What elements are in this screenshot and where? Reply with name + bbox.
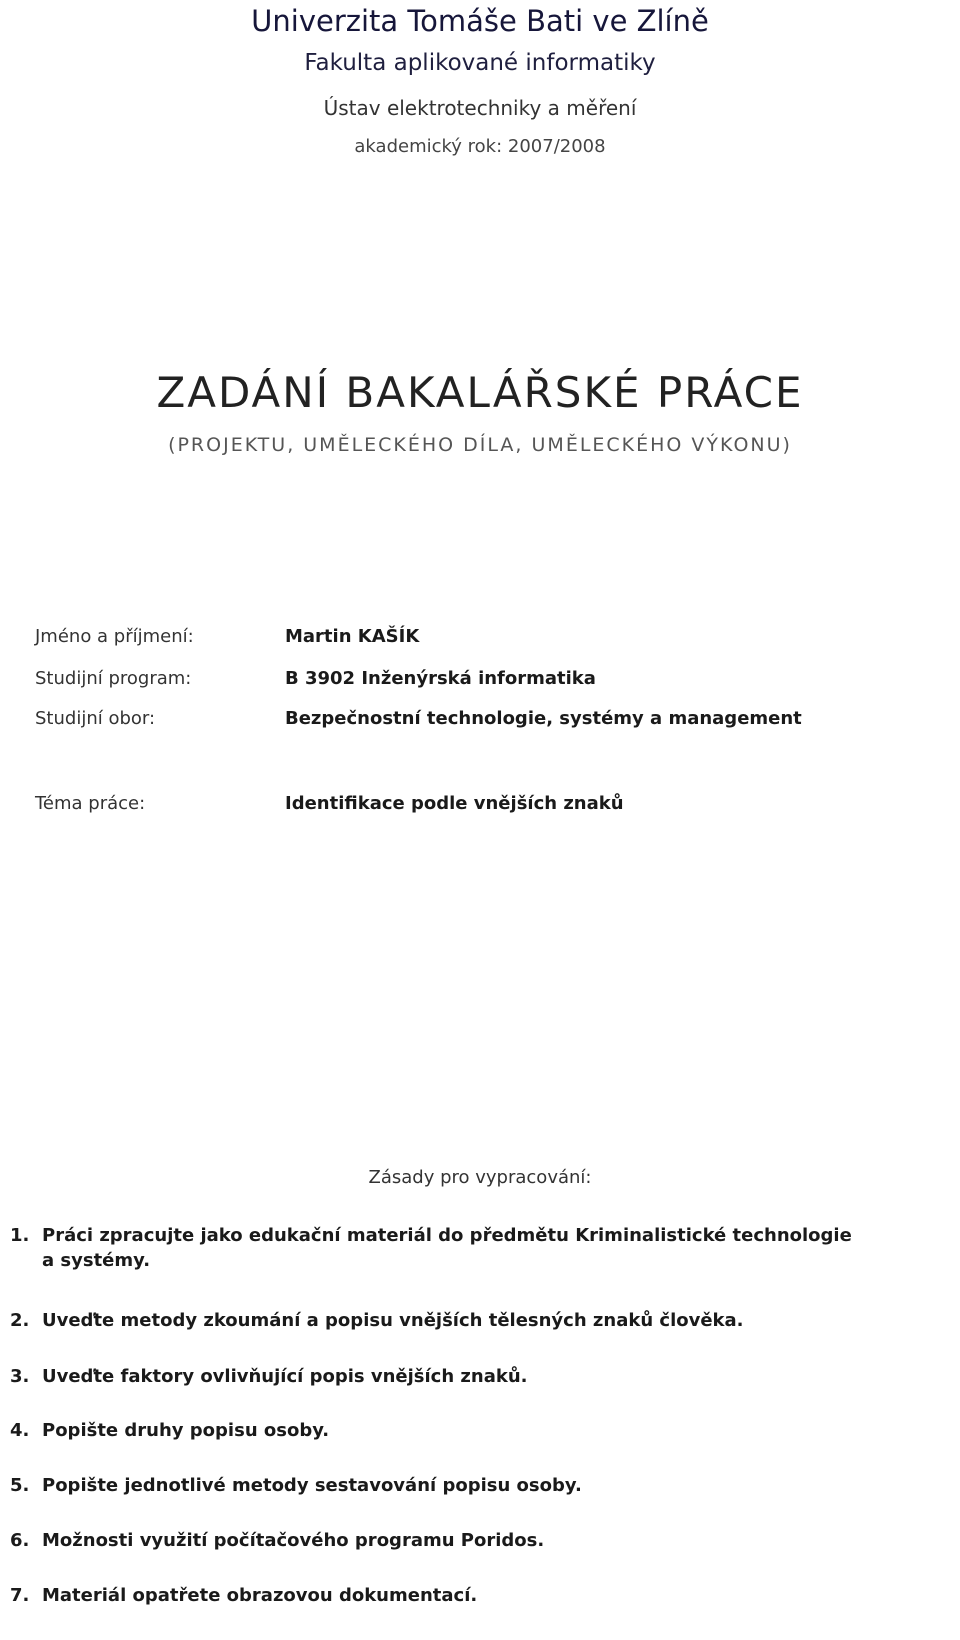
principles-heading: Zásady pro vypracování:	[368, 1167, 592, 1188]
field-value-tema: Identifikace podle vnějších znaků	[285, 793, 624, 814]
field-row-obor	[35, 708, 935, 738]
principle-number: 3.	[10, 1366, 30, 1387]
principle-text: Popište druhy popisu osoby.	[42, 1420, 330, 1441]
principle-item-4	[10, 1420, 930, 1441]
field-value-program: B 3902 Inženýrská informatika	[285, 668, 596, 689]
field-value-name: Martin KAŠÍK	[285, 626, 420, 647]
principle-number: 6.	[10, 1530, 30, 1551]
field-row-name	[35, 626, 935, 656]
field-row-tema	[35, 793, 935, 823]
principle-text: Popište jednotlivé metody sestavování popisu osoby.	[42, 1475, 582, 1496]
university-name: Univerzita Tomáše Bati ve Zlíně	[251, 4, 709, 38]
field-value-obor: Bezpečnostní technologie, systémy a management	[285, 708, 802, 729]
principle-text: Práci zpracujte jako edukační materiál do předmětu Kriminalistické technologie	[42, 1225, 852, 1246]
field-label-tema: Téma práce:	[35, 793, 146, 814]
academic-year: akademický rok: 2007/2008	[354, 136, 606, 157]
principle-number: 7.	[10, 1585, 30, 1606]
principle-text-continuation: a systémy.	[42, 1250, 151, 1271]
principle-item-1	[10, 1225, 930, 1271]
principle-number: 4.	[10, 1420, 30, 1441]
principle-item-3	[10, 1366, 930, 1387]
document-subtitle: (PROJEKTU, UMĚLECKÉHO DÍLA, UMĚLECKÉHO VÝKONU)	[168, 434, 792, 456]
principle-text: Uveďte metody zkoumání a popisu vnějších tělesných znaků člověka.	[42, 1310, 744, 1331]
faculty-name: Fakulta aplikované informatiky	[304, 50, 656, 76]
field-row-program	[35, 668, 935, 698]
field-label-name: Jméno a příjmení:	[35, 626, 194, 647]
principle-text: Možnosti využití počítačového programu Poridos.	[42, 1530, 545, 1551]
institute-name: Ústav elektrotechniky a měření	[323, 96, 637, 120]
principle-text: Uveďte faktory ovlivňující popis vnějších znaků.	[42, 1366, 528, 1387]
principle-item-5	[10, 1475, 930, 1496]
principle-text: Materiál opatřete obrazovou dokumentací.	[42, 1585, 478, 1606]
field-label-program: Studijní program:	[35, 668, 192, 689]
principle-number: 1.	[10, 1225, 30, 1246]
principle-number: 5.	[10, 1475, 30, 1496]
document-title: ZADÁNÍ BAKALÁŘSKÉ PRÁCE	[156, 368, 804, 417]
principle-item-6	[10, 1530, 930, 1551]
field-label-obor: Studijní obor:	[35, 708, 156, 729]
principle-number: 2.	[10, 1310, 30, 1331]
principle-item-7	[10, 1585, 930, 1606]
principle-item-2	[10, 1310, 930, 1331]
